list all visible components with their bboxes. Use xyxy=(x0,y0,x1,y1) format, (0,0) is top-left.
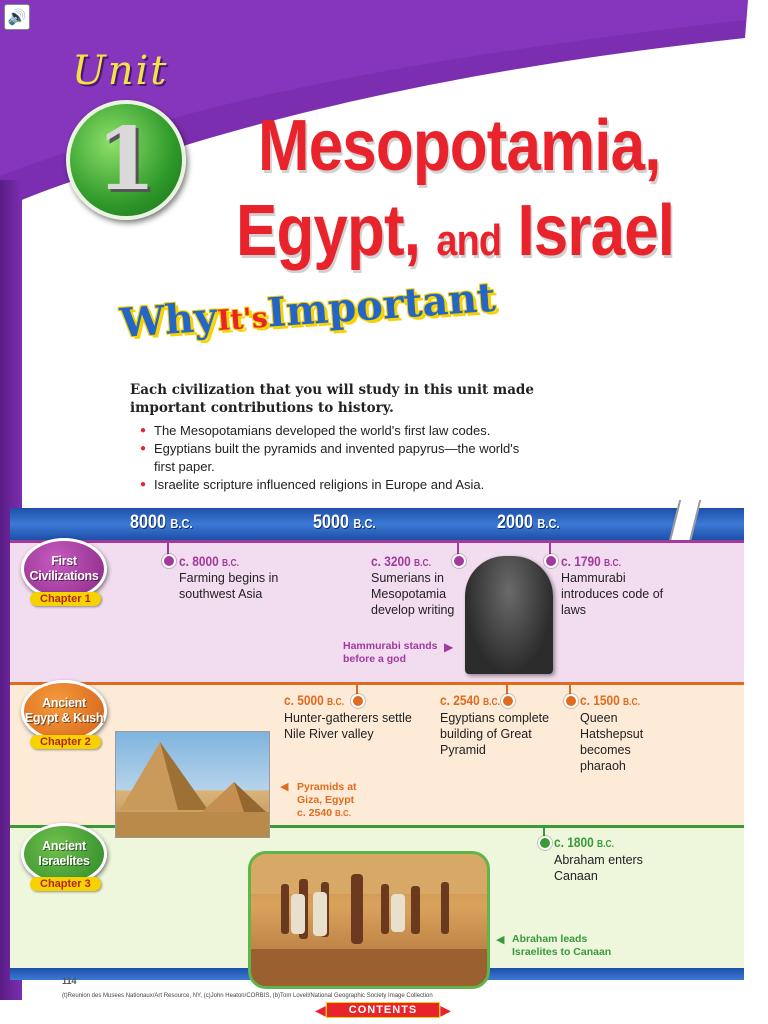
timeline-label-5000 xyxy=(313,512,376,534)
caravan-drawing xyxy=(251,854,487,986)
event-date xyxy=(554,834,614,850)
timeline-label-8000 xyxy=(130,512,193,534)
event-text: Hunter-gatherers settle Nile River valley xyxy=(284,711,412,741)
chapter-1-tag[interactable]: Chapter 1 xyxy=(30,592,101,606)
speaker-icon[interactable]: 🔊 xyxy=(4,4,30,30)
event-text: Abraham enters Canaan xyxy=(554,853,643,883)
year: 5000 xyxy=(313,512,349,533)
event-pin xyxy=(162,554,176,568)
important-word: Important xyxy=(265,273,498,337)
bullet-item: ● The Mesopotamians developed the world's first law codes. xyxy=(140,422,540,440)
chapter-3-tag[interactable]: Chapter 3 xyxy=(30,877,101,891)
chapter-2-tag[interactable]: Chapter 2 xyxy=(30,735,101,749)
date-year: c. 8000 xyxy=(179,553,219,569)
timeline-bar xyxy=(10,508,744,540)
important-bullets xyxy=(140,422,540,494)
pyramids-drawing xyxy=(116,732,269,837)
pyramids-caption xyxy=(297,781,377,820)
event-pin xyxy=(501,694,515,708)
event-text: Sumerians in Mesopotamia develop writing xyxy=(371,571,455,617)
bullet-item: ● Egyptians built the pyramids and invented papyrus—the world's first paper. xyxy=(140,440,540,476)
event-text: Hammurabi introduces code of laws xyxy=(561,571,664,617)
hammurabi-caption: Hammurabi stands before a god xyxy=(343,640,438,665)
year: 2000 xyxy=(497,512,533,533)
date-year: c. 3200 xyxy=(371,553,411,569)
event-pin xyxy=(544,554,558,568)
page-title-line-2 xyxy=(236,190,674,272)
contents-nav xyxy=(310,1000,456,1020)
event-date xyxy=(580,692,640,708)
date-year: c. 1500 xyxy=(580,692,620,708)
event-date xyxy=(284,692,344,708)
title-egypt: Egypt, xyxy=(236,191,421,271)
why-its-important-heading xyxy=(118,274,497,347)
intro-paragraph: Each civilization that you will study in this unit made important contributions to history. xyxy=(130,382,534,416)
its-word: It's xyxy=(216,300,269,338)
year: 8000 xyxy=(130,512,166,533)
badge-ancient-israelites[interactable]: Ancient Israelites xyxy=(21,823,107,885)
page-title-line-1: Mesopotamia, xyxy=(258,106,661,186)
event-text: Egyptians complete building of Great Pyramid xyxy=(440,711,550,757)
caption-date xyxy=(297,807,377,820)
caption-line: Giza, Egypt xyxy=(297,794,355,806)
title-israel: Israel xyxy=(517,191,675,271)
event-pin xyxy=(564,694,578,708)
photo-credits: (t)Reunion des Musees Nationaux/Art Resource, NY, (c)John Heaton/CORBIS, (b)Tom Lovell/National Geographic Society Image Collection xyxy=(62,993,433,999)
contents-button[interactable]: CONTENTS xyxy=(326,1002,441,1018)
caption-line: Pyramids at xyxy=(297,781,357,793)
event-date xyxy=(440,692,500,708)
abraham-caravan-image xyxy=(248,851,490,989)
badge-first-civilizations[interactable]: First Civilizations xyxy=(21,538,107,600)
page-number: 114 xyxy=(62,976,77,986)
arrow-right-icon: ▶ xyxy=(444,640,454,654)
era: B.C. xyxy=(353,516,376,531)
why-word: Why xyxy=(118,293,219,347)
bullet-item: ● Israelite scripture influenced religions in Europe and Asia. xyxy=(140,476,540,494)
event-text: Queen Hatshepsut becomes pharaoh xyxy=(580,711,644,773)
badge-ancient-egypt-kush[interactable]: Ancient Egypt & Kush xyxy=(21,680,107,742)
prev-arrow-icon[interactable]: ◀ xyxy=(314,1001,326,1018)
event-date xyxy=(371,553,431,569)
hammurabi-stele-image xyxy=(465,556,553,674)
date-era: B.C. xyxy=(414,558,432,569)
timeline-label-2000 xyxy=(497,512,560,534)
date-era: B.C. xyxy=(222,558,240,569)
event-pin xyxy=(538,836,552,850)
event-date xyxy=(561,553,621,569)
date-year: c. 2540 xyxy=(440,692,480,708)
date-era: B.C. xyxy=(597,839,615,850)
date-year: c. 5000 xyxy=(284,692,324,708)
date-era: B.C. xyxy=(483,697,501,708)
event-pin xyxy=(351,694,365,708)
date-era: B.C. xyxy=(604,558,622,569)
title-and: and xyxy=(436,216,502,265)
caption-era: B.C. xyxy=(334,809,351,818)
unit-label: Unit xyxy=(72,48,169,94)
date-year: c. 1790 xyxy=(561,553,601,569)
date-era: B.C. xyxy=(327,697,345,708)
caption-year: c. 2540 xyxy=(297,807,333,819)
unit-number-badge xyxy=(66,100,186,220)
abraham-caption: Abraham leads Israelites to Canaan xyxy=(512,933,612,958)
next-arrow-icon[interactable]: ▶ xyxy=(440,1001,452,1018)
unit-number: 1 xyxy=(96,109,156,210)
era: B.C. xyxy=(170,516,193,531)
event-text: Farming begins in southwest Asia xyxy=(179,571,279,601)
arrow-left-icon: ◀ xyxy=(280,781,289,793)
pyramids-image xyxy=(115,731,270,838)
event-date xyxy=(179,553,239,569)
date-year: c. 1800 xyxy=(554,834,594,850)
date-era: B.C. xyxy=(623,697,641,708)
arrow-left-icon: ◀ xyxy=(496,934,505,946)
event-pin xyxy=(452,554,466,568)
era: B.C. xyxy=(537,516,560,531)
